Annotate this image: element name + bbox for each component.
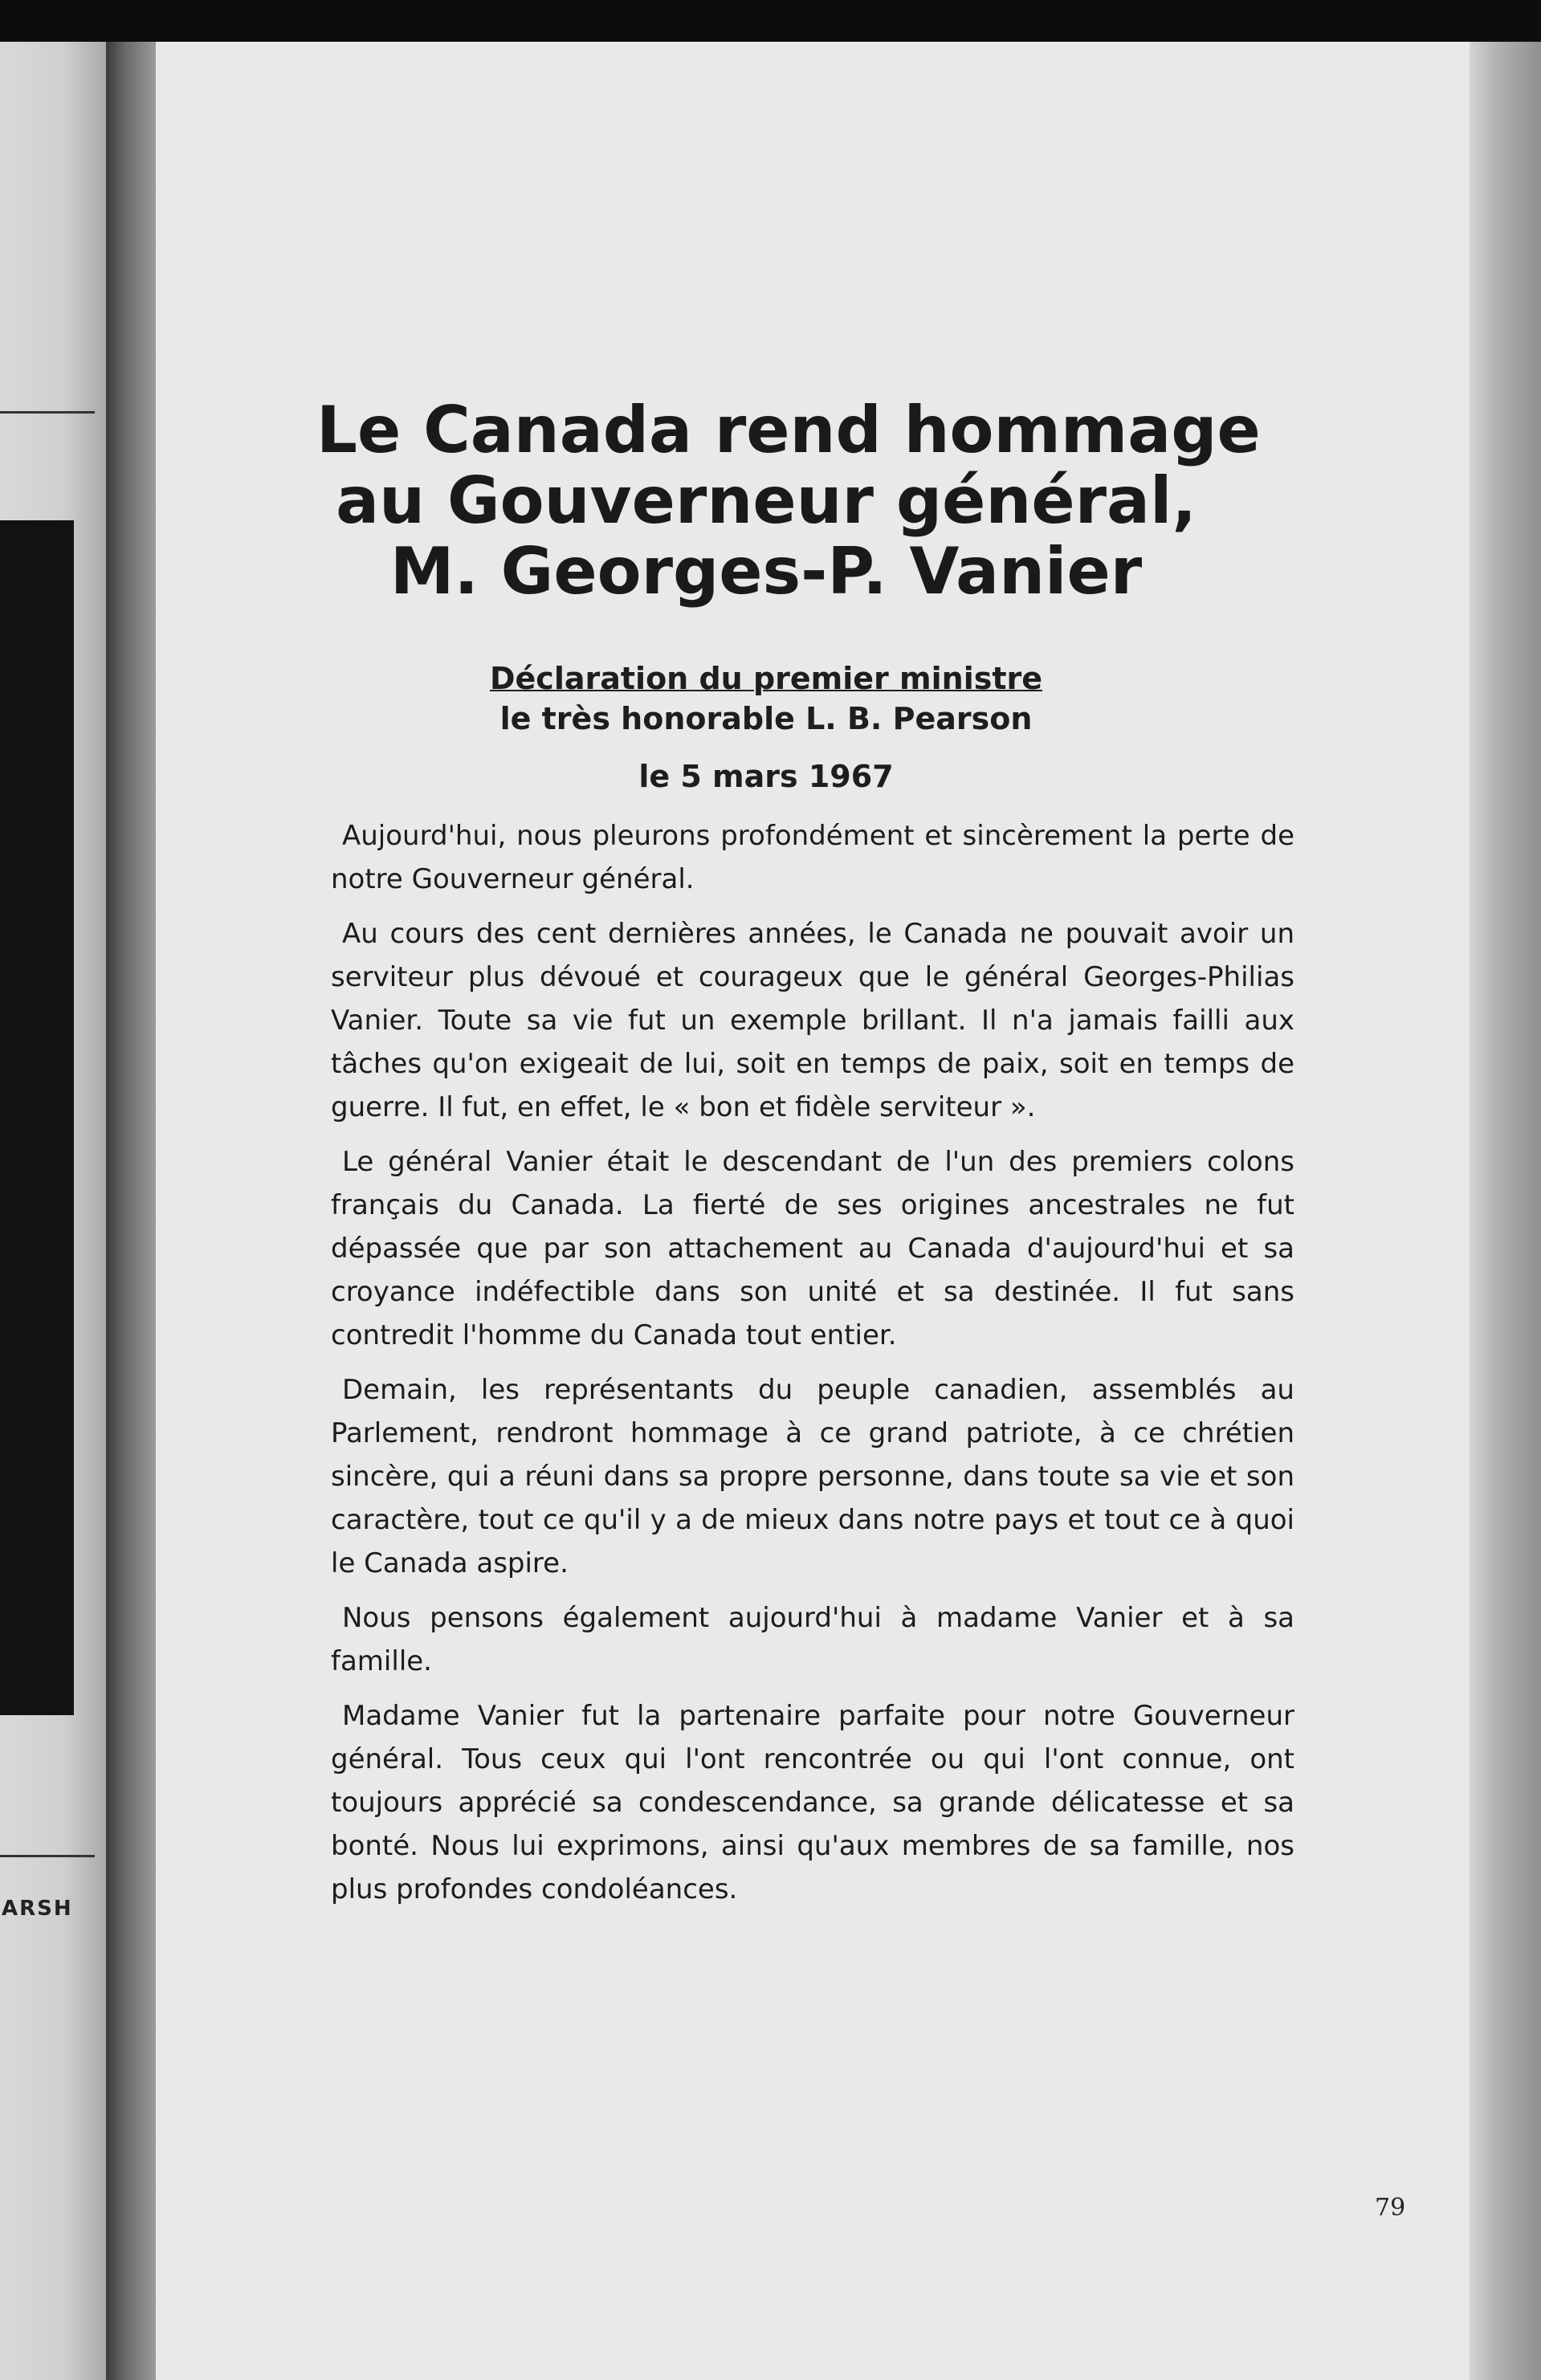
paragraph: Aujourd'hui, nous pleurons profondément et sincèrement la perte de notre Gouverneur général. [331, 820, 1294, 895]
paragraph: Le général Vanier était le descendant de l'un des premiers colons français du Canada. La fierté de ses origines ancestrales ne fut dépassée que par son attachement au Canada d'aujourd'hui et sa croyance indéfectible dans son unité et sa destinée. Il fut sans contredit l'homme du Canada tout entier. [331, 1146, 1294, 1351]
scan-top-border [0, 0, 1541, 42]
facing-page-rule-top [0, 411, 95, 414]
title-line: au Gouverneur général, [336, 463, 1197, 538]
title-line: M. Georges-P. Vanier [389, 534, 1143, 609]
paragraph: Demain, les représentants du peuple canadien, assemblés au Parlement, rendront hommage à ce grand patriote, à ce chrétien sincère, qui a réuni dans sa propre personne, dans toute sa vie et son caractère, tout ce qu'il y a de mieux dans notre pays et tout ce à quoi le Canada aspire. [331, 1374, 1294, 1579]
article-title [316, 393, 1261, 609]
facing-page-dark-block [0, 520, 74, 1715]
page-number: 79 [1375, 2194, 1406, 2222]
subtitle-line: Déclaration du premier ministre [489, 661, 1043, 696]
page [156, 42, 1470, 2380]
article-body [331, 814, 1294, 1922]
book-gutter [106, 42, 156, 2380]
facing-page-rule-bottom [0, 1855, 95, 1857]
title-line: Le Canada rend hommage [316, 393, 1261, 467]
page-edge-right [1470, 42, 1541, 2380]
facing-page-fragment-text: ARSH [2, 1897, 73, 1921]
paragraph: Madame Vanier fut la partenaire parfaite pour notre Gouverneur général. Tous ceux qui l'ont rencontrée ou qui l'ont connue, ont toujours apprécié sa condescendance, sa grande délicatesse et sa bonté. Nous lui exprimons, ainsi qu'aux membres de sa famille, nos plus profondes condoléances. [331, 1700, 1294, 1905]
paragraph: Au cours des cent dernières années, le Canada ne pouvait avoir un serviteur plus dévoué et courageux que le général Georges-Philias Vanier. Toute sa vie fut un exemple brillant. Il n'a jamais failli aux tâches qu'on exigeait de lui, soit en temps de paix, soit en temps de guerre. Il fut, en effet, le « bon et fidèle serviteur ». [331, 918, 1294, 1123]
article-subtitle [316, 658, 1216, 739]
paragraph: Nous pensons également aujourd'hui à madame Vanier et à sa famille. [331, 1602, 1294, 1677]
subtitle-line: le très honorable L. B. Pearson [499, 701, 1033, 736]
article-date: le 5 mars 1967 [638, 759, 894, 794]
